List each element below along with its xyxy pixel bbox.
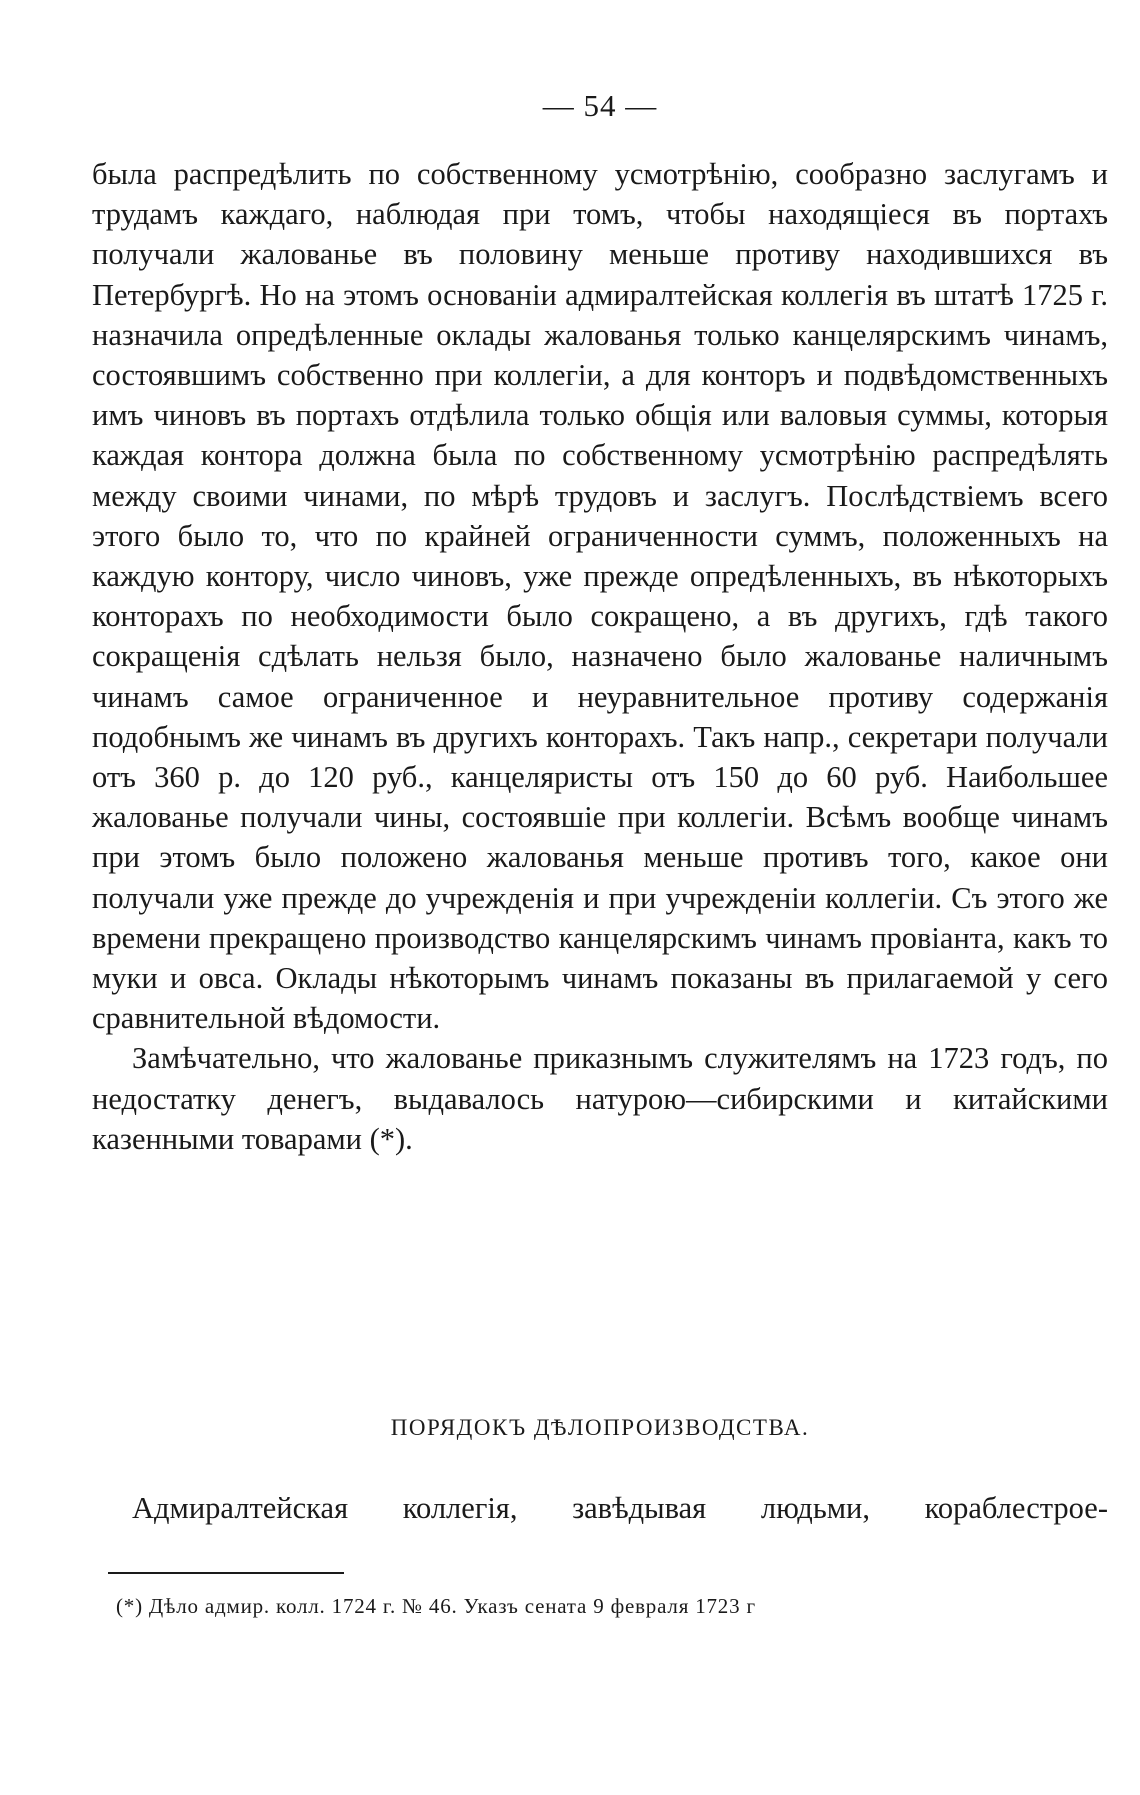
paragraph-continued: была распредѣлить по собственному усмотрѣнію, сообразно заслугамъ и трудамъ каждаго, наблюдая при томъ, чтобы находящіеся въ портахъ получали жалованье въ половину меньше противу находившихся въ Петербургѣ. Но на этомъ основаніи адмиралтейская коллегія въ штатѣ 1725 г. назначила опредѣленные оклады жалованья только канцелярскимъ чинамъ, состоявшимъ собственно при коллегіи, а для конторъ и подвѣдомственныхъ имъ чиновъ въ портахъ отдѣлила только общія или валовыя суммы, которыя каждая контора должна была по собственному усмотрѣнію распредѣлять между своими чинами, по мѣрѣ трудовъ и заслугъ. Послѣдствіемъ всего этого было то, что по крайней ограниченности суммъ, положенныхъ на каждую контору, число чиновъ, уже прежде опредѣленныхъ, въ нѣкоторыхъ конторахъ по необходимости было сокращено, а въ другихъ, гдѣ такого сокращенія сдѣлать нельзя было, назначено было жалованье наличнымъ чинамъ самое ограниченное и неуравнительное противу содержанія подобнымъ же чинамъ въ другихъ конторахъ. Такъ напр., секретари получали отъ 360 р. до 120 руб., канцеляристы отъ 150 до 60 руб. Наибольшее жалованье получали чины, состоявшіе при коллегіи. Всѣмъ вообще чинамъ при этомъ было положено жалованья меньше противъ того, какое они получали уже прежде до учрежденія и при учрежденіи коллегіи. Съ этого же времени прекращено производство канцелярскимъ чинамъ провіанта, какъ то муки и овса. Оклады нѣкоторымъ чинамъ показаны въ прилагаемой у сего сравнительной вѣдомости.	[92, 157, 1108, 1036]
footnote-divider	[108, 1572, 344, 1574]
footnote: (*) Дѣло адмир. колл. 1724 г. № 46. Указъ сената 9 февраля 1723 г	[116, 1594, 756, 1618]
book-page	[92, 88, 1108, 1768]
body-text	[92, 154, 1108, 1159]
page-number: — 54 —	[542, 88, 658, 123]
paragraph-salary-in-kind: Замѣчательно, что жалованье приказнымъ служителямъ на 1723 годъ, по недостатку денегъ, выдавалось натурою—сибирскими и китайскими казенными товарами (*).	[92, 1041, 1108, 1156]
section-heading: ПОРЯДОКЪ ДѢЛОПРОИЗВОДСТВА.	[390, 1415, 810, 1440]
section-first-line: Адмиралтейская коллегія, завѣдывая людьми, кораблестрое-	[132, 1491, 1108, 1525]
